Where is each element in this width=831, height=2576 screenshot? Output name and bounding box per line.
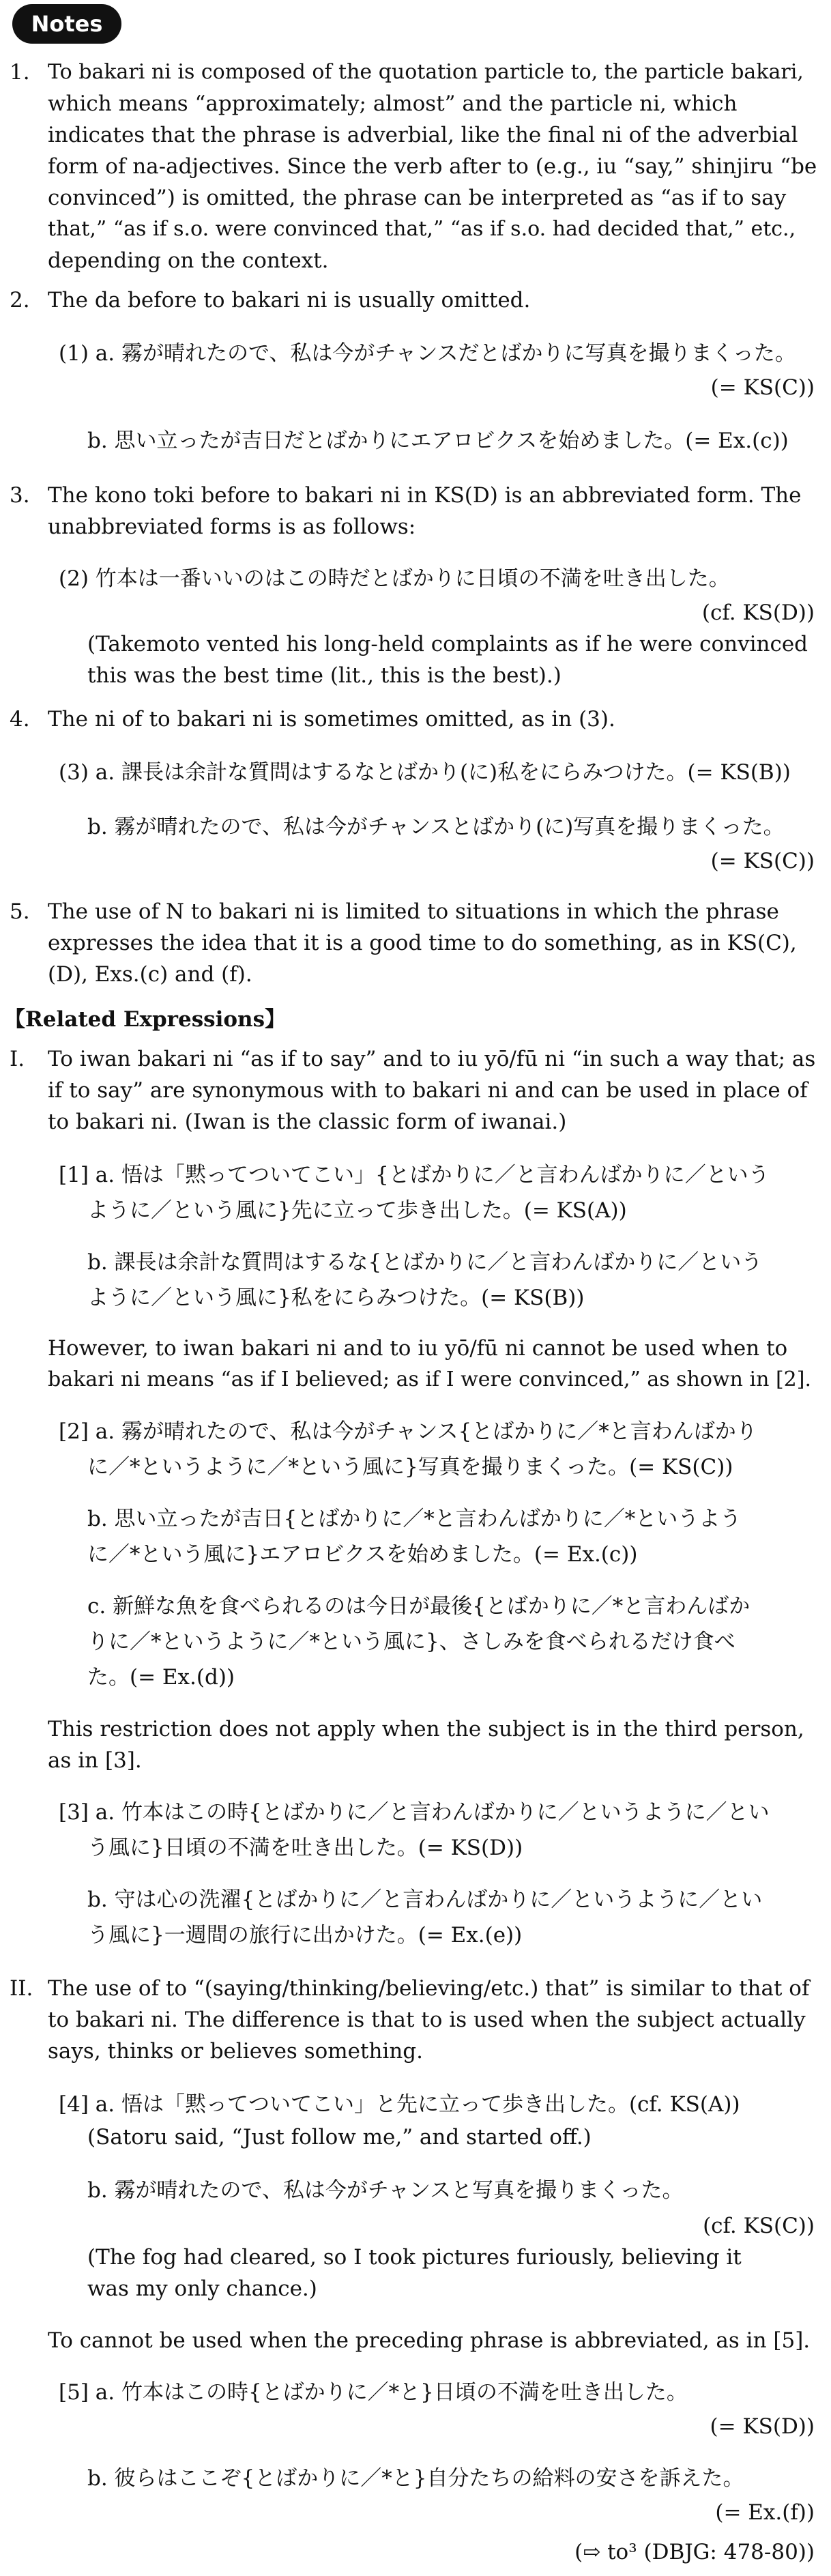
- example-r4a: [4] a. 悟は「黙ってついてこい」と先に立って歩き出した。(cf. KS(A)): [59, 2092, 740, 2117]
- example-2-ref: (cf. KS(D)): [701, 600, 815, 625]
- related-I-line: To iwan bakari ni “as if to say” and to iu yō/fū ni “in such a way that; as: [48, 1047, 816, 1071]
- note-1-line: depending on the context.: [48, 248, 329, 273]
- example-r5b-ref: (= Ex.(f)): [715, 2500, 815, 2525]
- example-1b: b. 思い立ったが吉日だとばかりにエアロビクスを始めました。(= Ex.(c)): [87, 429, 789, 453]
- example-1a-ref: (= KS(C)): [710, 375, 815, 400]
- example-r3a: う風に}日頃の不満を吐き出した。(= KS(D)): [87, 1836, 523, 1860]
- note-3-line: The kono toki before to bakari ni in KS(D) is an abbreviated form. The: [48, 483, 802, 508]
- note-1-line: convinced”) is omitted, the phrase can be interpreted as “as if to say: [48, 186, 787, 210]
- related-expressions-heading: 【Related Expressions】: [4, 1007, 287, 1032]
- note-1-line: which means “approximately; almost” and the particle ni, which: [48, 91, 738, 116]
- example-r2c: りに／*というように／*という風に}、さしみを食べられるだけ食べ: [87, 1630, 735, 1654]
- example-r4b-translation: was my only chance.): [87, 2276, 317, 2301]
- example-r2c: た。(= Ex.(d)): [87, 1665, 235, 1690]
- example-3b: b. 霧が晴れたので、私は今がチャンスとばかり(に)写真を撮りまくった。: [87, 815, 785, 839]
- example-r5b: b. 彼らはここぞ{とばかりに／*と}自分たちの給料の安さを訴えた。: [87, 2466, 744, 2491]
- example-r4b: b. 霧が晴れたので、私は今がチャンスと写真を撮りまくった。: [87, 2178, 684, 2203]
- example-2-translation: this was the best time (lit., this is the best).): [87, 663, 562, 688]
- restriction-text: This restriction does not apply when the subject is in the third person,: [48, 1717, 804, 1741]
- example-r3b: b. 守は心の洗濯{とばかりに／と言わんばかりに／というように／とい: [87, 1887, 763, 1912]
- note-number: 2.: [10, 288, 30, 313]
- example-3a: (3) a. 課長は余計な質問はするなとばかり(に)私をにらみつけた。(= KS(B)): [59, 760, 791, 785]
- example-2-translation: (Takemoto vented his long-held complaints as if he were convinced: [87, 632, 808, 656]
- note-number: 3.: [10, 483, 30, 508]
- example-r2a: に／*というように／*という風に}写真を撮りまくった。(= KS(C)): [87, 1455, 733, 1479]
- example-r5a-ref: (= KS(D)): [710, 2414, 815, 2439]
- note-number: 4.: [10, 707, 30, 732]
- example-r3b: う風に}一週間の旅行に出かけた。(= Ex.(e)): [87, 1923, 523, 1948]
- section-number: I.: [10, 1047, 25, 1071]
- related-I-line: to bakari ni. (Iwan is the classic form of iwanai.): [48, 1110, 567, 1134]
- note-1-line: form of na-adjectives. Since the verb after to (e.g., iu “say,” shinjiru “be: [48, 154, 817, 179]
- related-II-line: The use of to “(saying/thinking/believing/etc.) that” is similar to that of: [48, 1976, 810, 2001]
- example-1a: (1) a. 霧が晴れたので、私は今がチャンスだとばかりに写真を撮りまくった。: [59, 341, 796, 366]
- example-r3a: [3] a. 竹本はこの時{とばかりに／と言わんばかりに／というように／とい: [59, 1800, 770, 1825]
- example-r4b-translation: (The fog had cleared, so I took pictures furiously, believing it: [87, 2245, 742, 2270]
- notes-badge: Notes: [12, 4, 121, 44]
- cross-reference-footer: (⇨ to³ (DBJG: 478-80)): [574, 2540, 815, 2564]
- note-1-line: that,” “as if s.o. were convinced that,” “as if s.o. had decided that,” etc.,: [48, 217, 796, 241]
- example-r5a: [5] a. 竹本はこの時{とばかりに／*と}日頃の不満を吐き出した。: [59, 2380, 688, 2405]
- note-1-line: indicates that the phrase is adverbial, like the final ni of the adverbial: [48, 123, 798, 147]
- note-5-line: (D), Exs.(c) and (f).: [48, 962, 252, 987]
- note-5-line: expresses the idea that it is a good time to do something, as in KS(C),: [48, 931, 797, 955]
- note-1-line: To bakari ni is composed of the quotation particle to, the particle bakari,: [48, 60, 804, 84]
- example-r4a-translation: (Satoru said, “Just follow me,” and started off.): [87, 2125, 592, 2150]
- note-5-line: The use of N to bakari ni is limited to situations in which the phrase: [48, 899, 779, 924]
- example-r1a: [1] a. 悟は「黙ってついてこい」{とばかりに／と言わんばかりに／という: [59, 1163, 770, 1187]
- example-r1b: b. 課長は余計な質問はするな{とばかりに／と言わんばかりに／という: [87, 1250, 763, 1275]
- example-r2b: b. 思い立ったが吉日{とばかりに／*と言わんばかりに／*というよう: [87, 1507, 742, 1531]
- note-number: 5.: [10, 899, 30, 924]
- note-2-text: The da before to bakari ni is usually omitted.: [48, 288, 531, 313]
- example-r4b-ref: (cf. KS(C)): [703, 2214, 815, 2238]
- example-2: (2) 竹本は一番いいのはこの時だとばかりに日頃の不満を吐き出した。: [59, 566, 730, 591]
- related-I-line: if to say” are synonymous with to bakari ni and can be used in place of: [48, 1078, 808, 1103]
- related-II-line: to bakari ni. The difference is that to is used when the subject actually: [48, 2008, 806, 2032]
- related-II-line: says, thinks or believes something.: [48, 2039, 424, 2064]
- note-4-text: The ni of to bakari ni is sometimes omitted, as in (3).: [48, 707, 615, 732]
- restriction-text: as in [3].: [48, 1748, 142, 1773]
- example-r2b: に／*という風に}エアロビクスを始めました。(= Ex.(c)): [87, 1542, 638, 1567]
- example-3b-ref: (= KS(C)): [710, 849, 815, 873]
- note-3-line: unabbreviated forms is as follows:: [48, 515, 416, 539]
- section-number: II.: [10, 1976, 33, 2001]
- example-r1a: ように／という風に}先に立って歩き出した。(= KS(A)): [87, 1198, 627, 1223]
- example-r2a: [2] a. 霧が晴れたので、私は今がチャンス{とばかりに／*と言わんばかり: [59, 1419, 757, 1444]
- example-r2c: c. 新鮮な魚を食べられるのは今日が最後{とばかりに／*と言わんばか: [87, 1594, 750, 1619]
- however-text: bakari ni means “as if I believed; as if I were convinced,” as shown in [2].: [48, 1367, 811, 1391]
- example-r1b: ように／という風に}私をにらみつけた。(= KS(B)): [87, 1286, 585, 1310]
- cannot-text: To cannot be used when the preceding phrase is abbreviated, as in [5].: [48, 2328, 811, 2353]
- note-number: 1.: [10, 60, 30, 85]
- however-text: However, to iwan bakari ni and to iu yō/fū ni cannot be used when to: [48, 1336, 788, 1361]
